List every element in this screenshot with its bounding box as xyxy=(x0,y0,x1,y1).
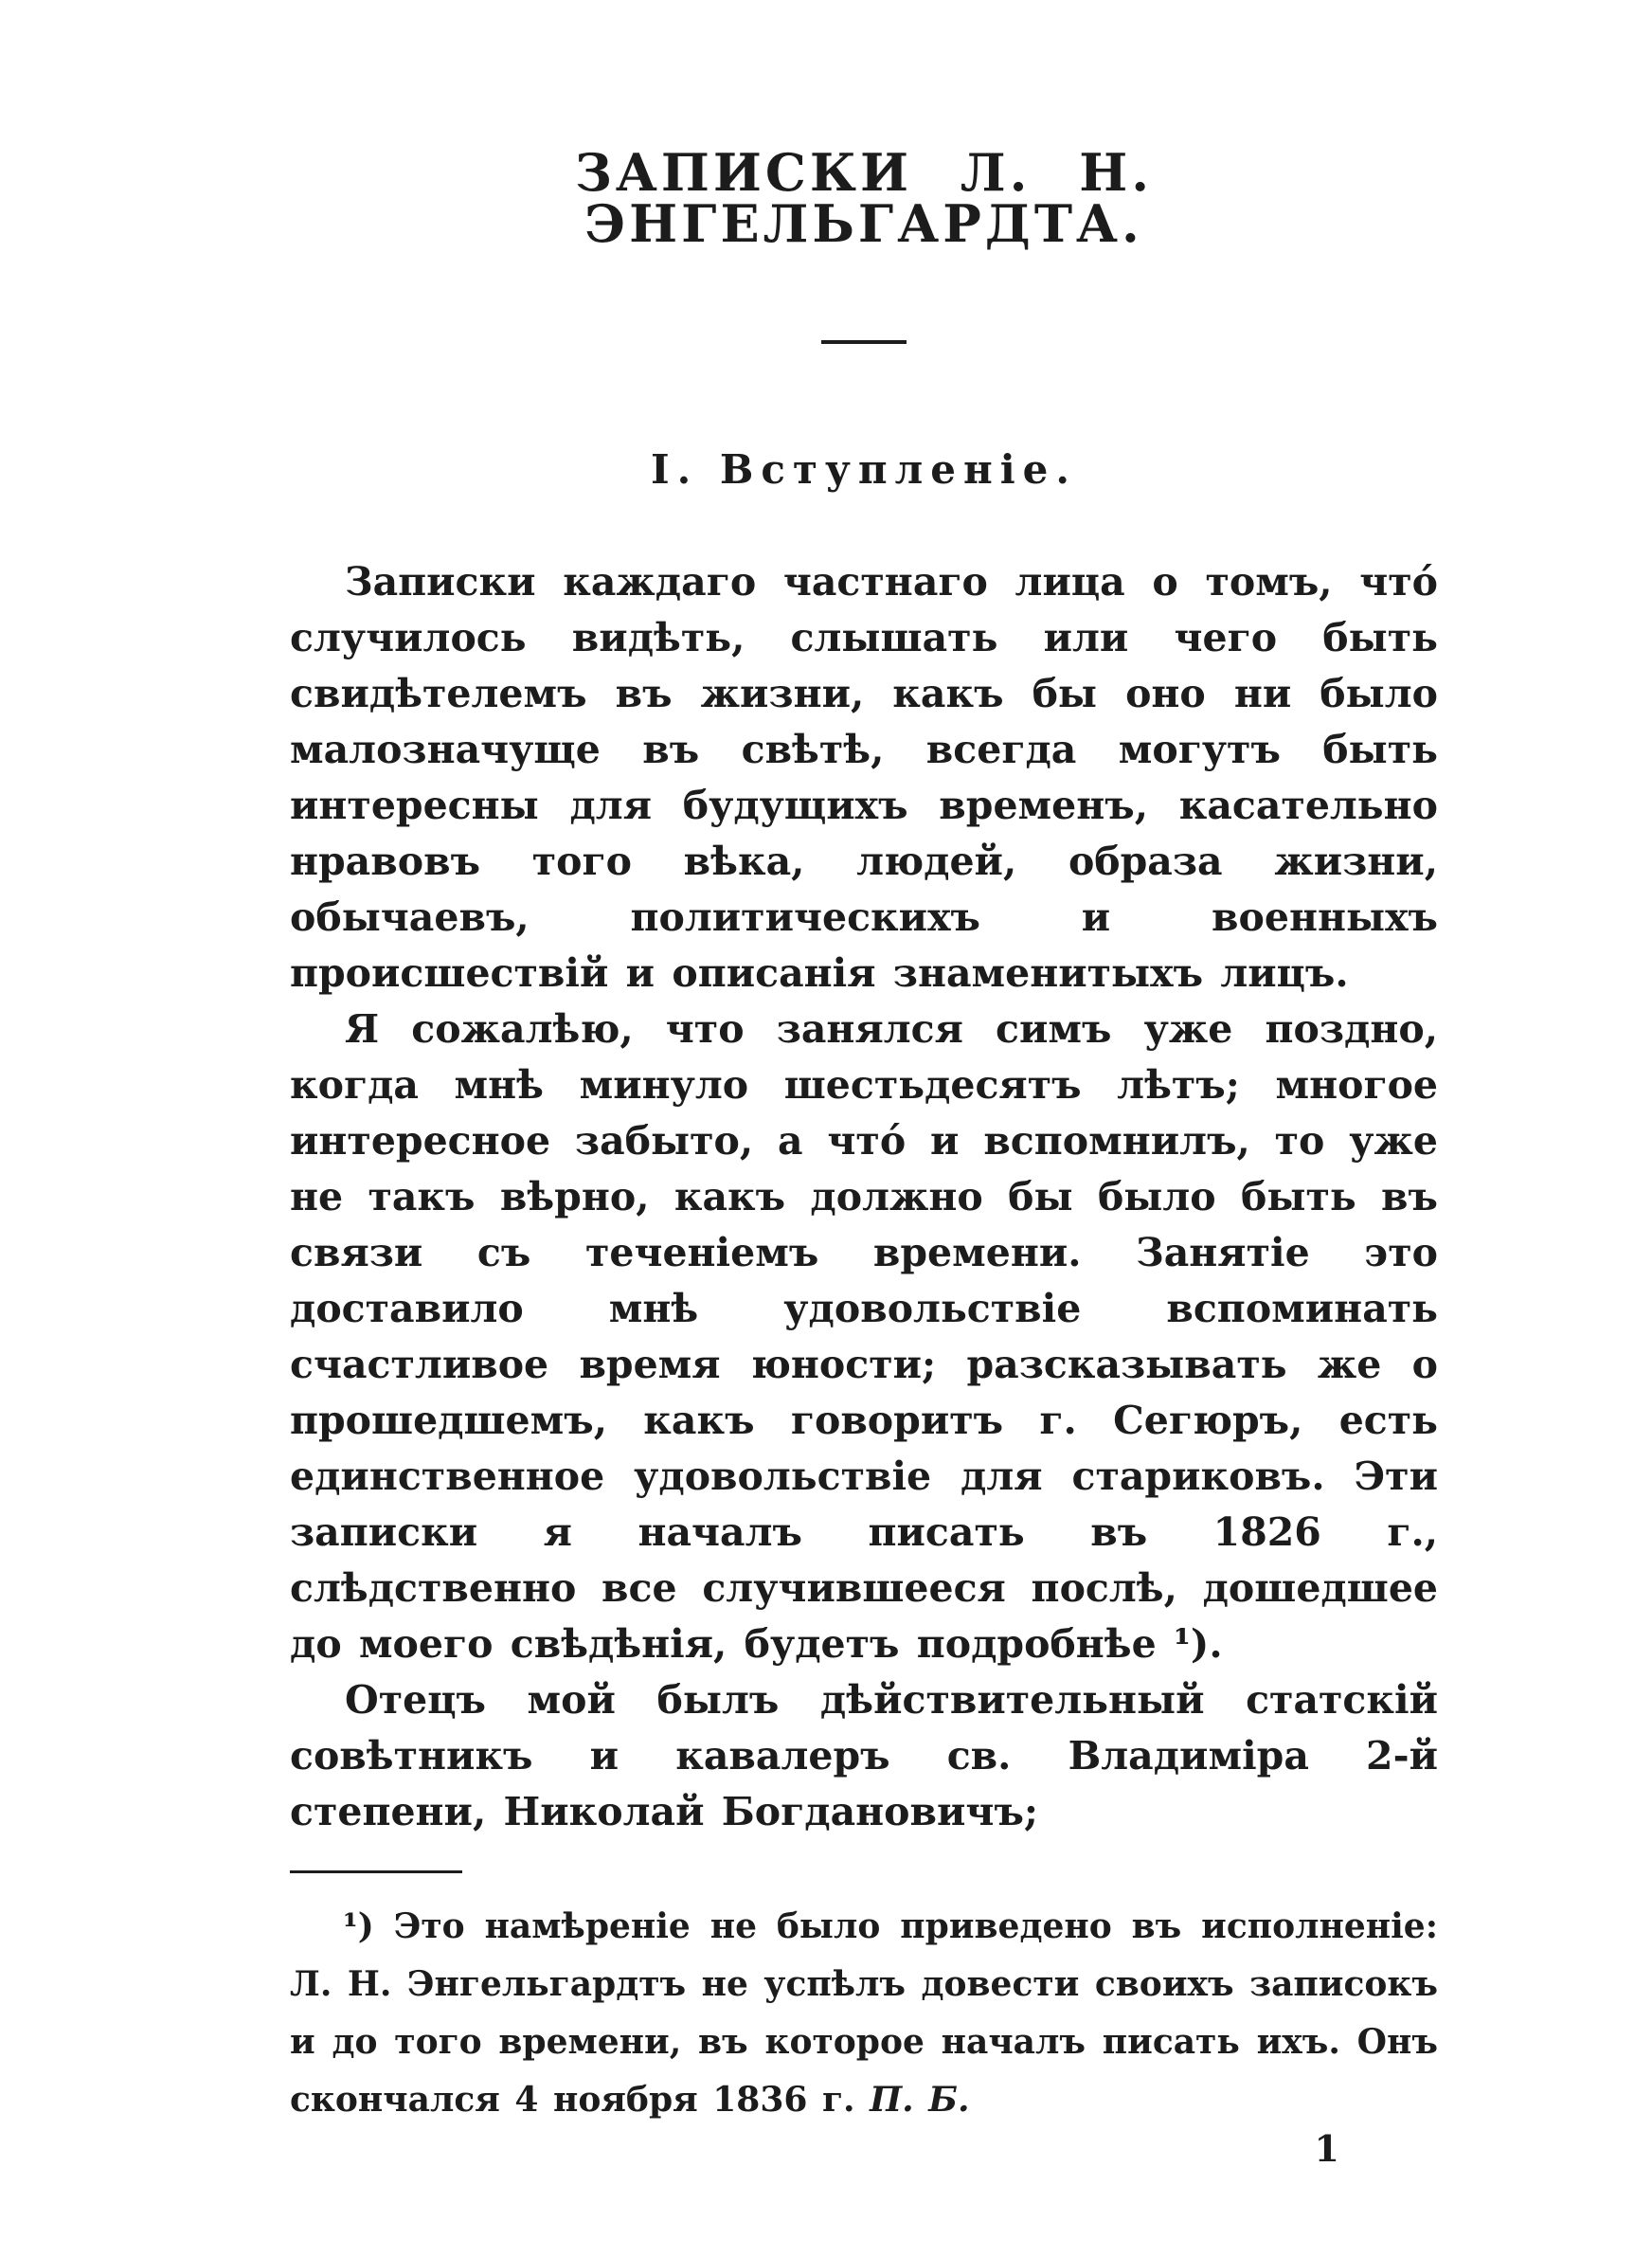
paragraph: Записки каждаго частнаго лица о томъ, что́ случилось видѣть, слышать или чего быть свидѣтелемъ въ жизни, какъ бы оно ни было малозначуще въ свѣтѣ, всегда могутъ быть интересны для будущихъ временъ, касательно нравовъ того вѣка, людей, образа жизни, обычаевъ, политическихъ и военныхъ происшествій и описанія знаменитыхъ лицъ. xyxy=(290,559,1438,996)
section-heading: I. Вступленіе. xyxy=(651,446,1077,493)
body-text xyxy=(290,554,1438,1840)
footnote xyxy=(290,1898,1438,2129)
page-number: 1 xyxy=(1314,2127,1339,2170)
footnote-divider xyxy=(290,1870,462,1873)
footnote-text: ¹) Это намѣреніе не было приведено въ исполненіе: Л. Н. Энгельгардтъ не успѣлъ довести своихъ записокъ и до того времени, въ которое началъ писать ихъ. Онъ скончался 4 ноября 1836 г. xyxy=(290,1906,1438,2120)
paragraph: Я сожалѣю, что занялся симъ уже поздно, когда мнѣ минуло шестьдесятъ лѣтъ; многое интересное забыто, а что́ и вспомнилъ, то уже не такъ вѣрно, какъ должно бы было быть въ связи съ теченіемъ времени. Занятіе это доставило мнѣ удовольствіе вспоминать счастливое время юности; разсказывать же о прошедшемъ, какъ говоритъ г. Сегюръ, есть единственное удовольствіе для стариковъ. Эти записки я началъ писать въ 1826 г., слѣдственно все случившееся послѣ, дошедшее до моего свѣдѣнія, будетъ подробнѣе ¹). xyxy=(290,1006,1438,1667)
paragraph: Отецъ мой былъ дѣйствительный статскій совѣтникъ и кавалеръ св. Владиміра 2-й степени, Николай Богдановичъ; xyxy=(290,1677,1438,1834)
footnote-signature: П. Б. xyxy=(870,2080,970,2120)
text-column xyxy=(290,0,1438,2170)
page-title: ЗАПИСКИ Л. Н. ЭНГЕЛЬГАРДТА. xyxy=(574,142,1154,254)
